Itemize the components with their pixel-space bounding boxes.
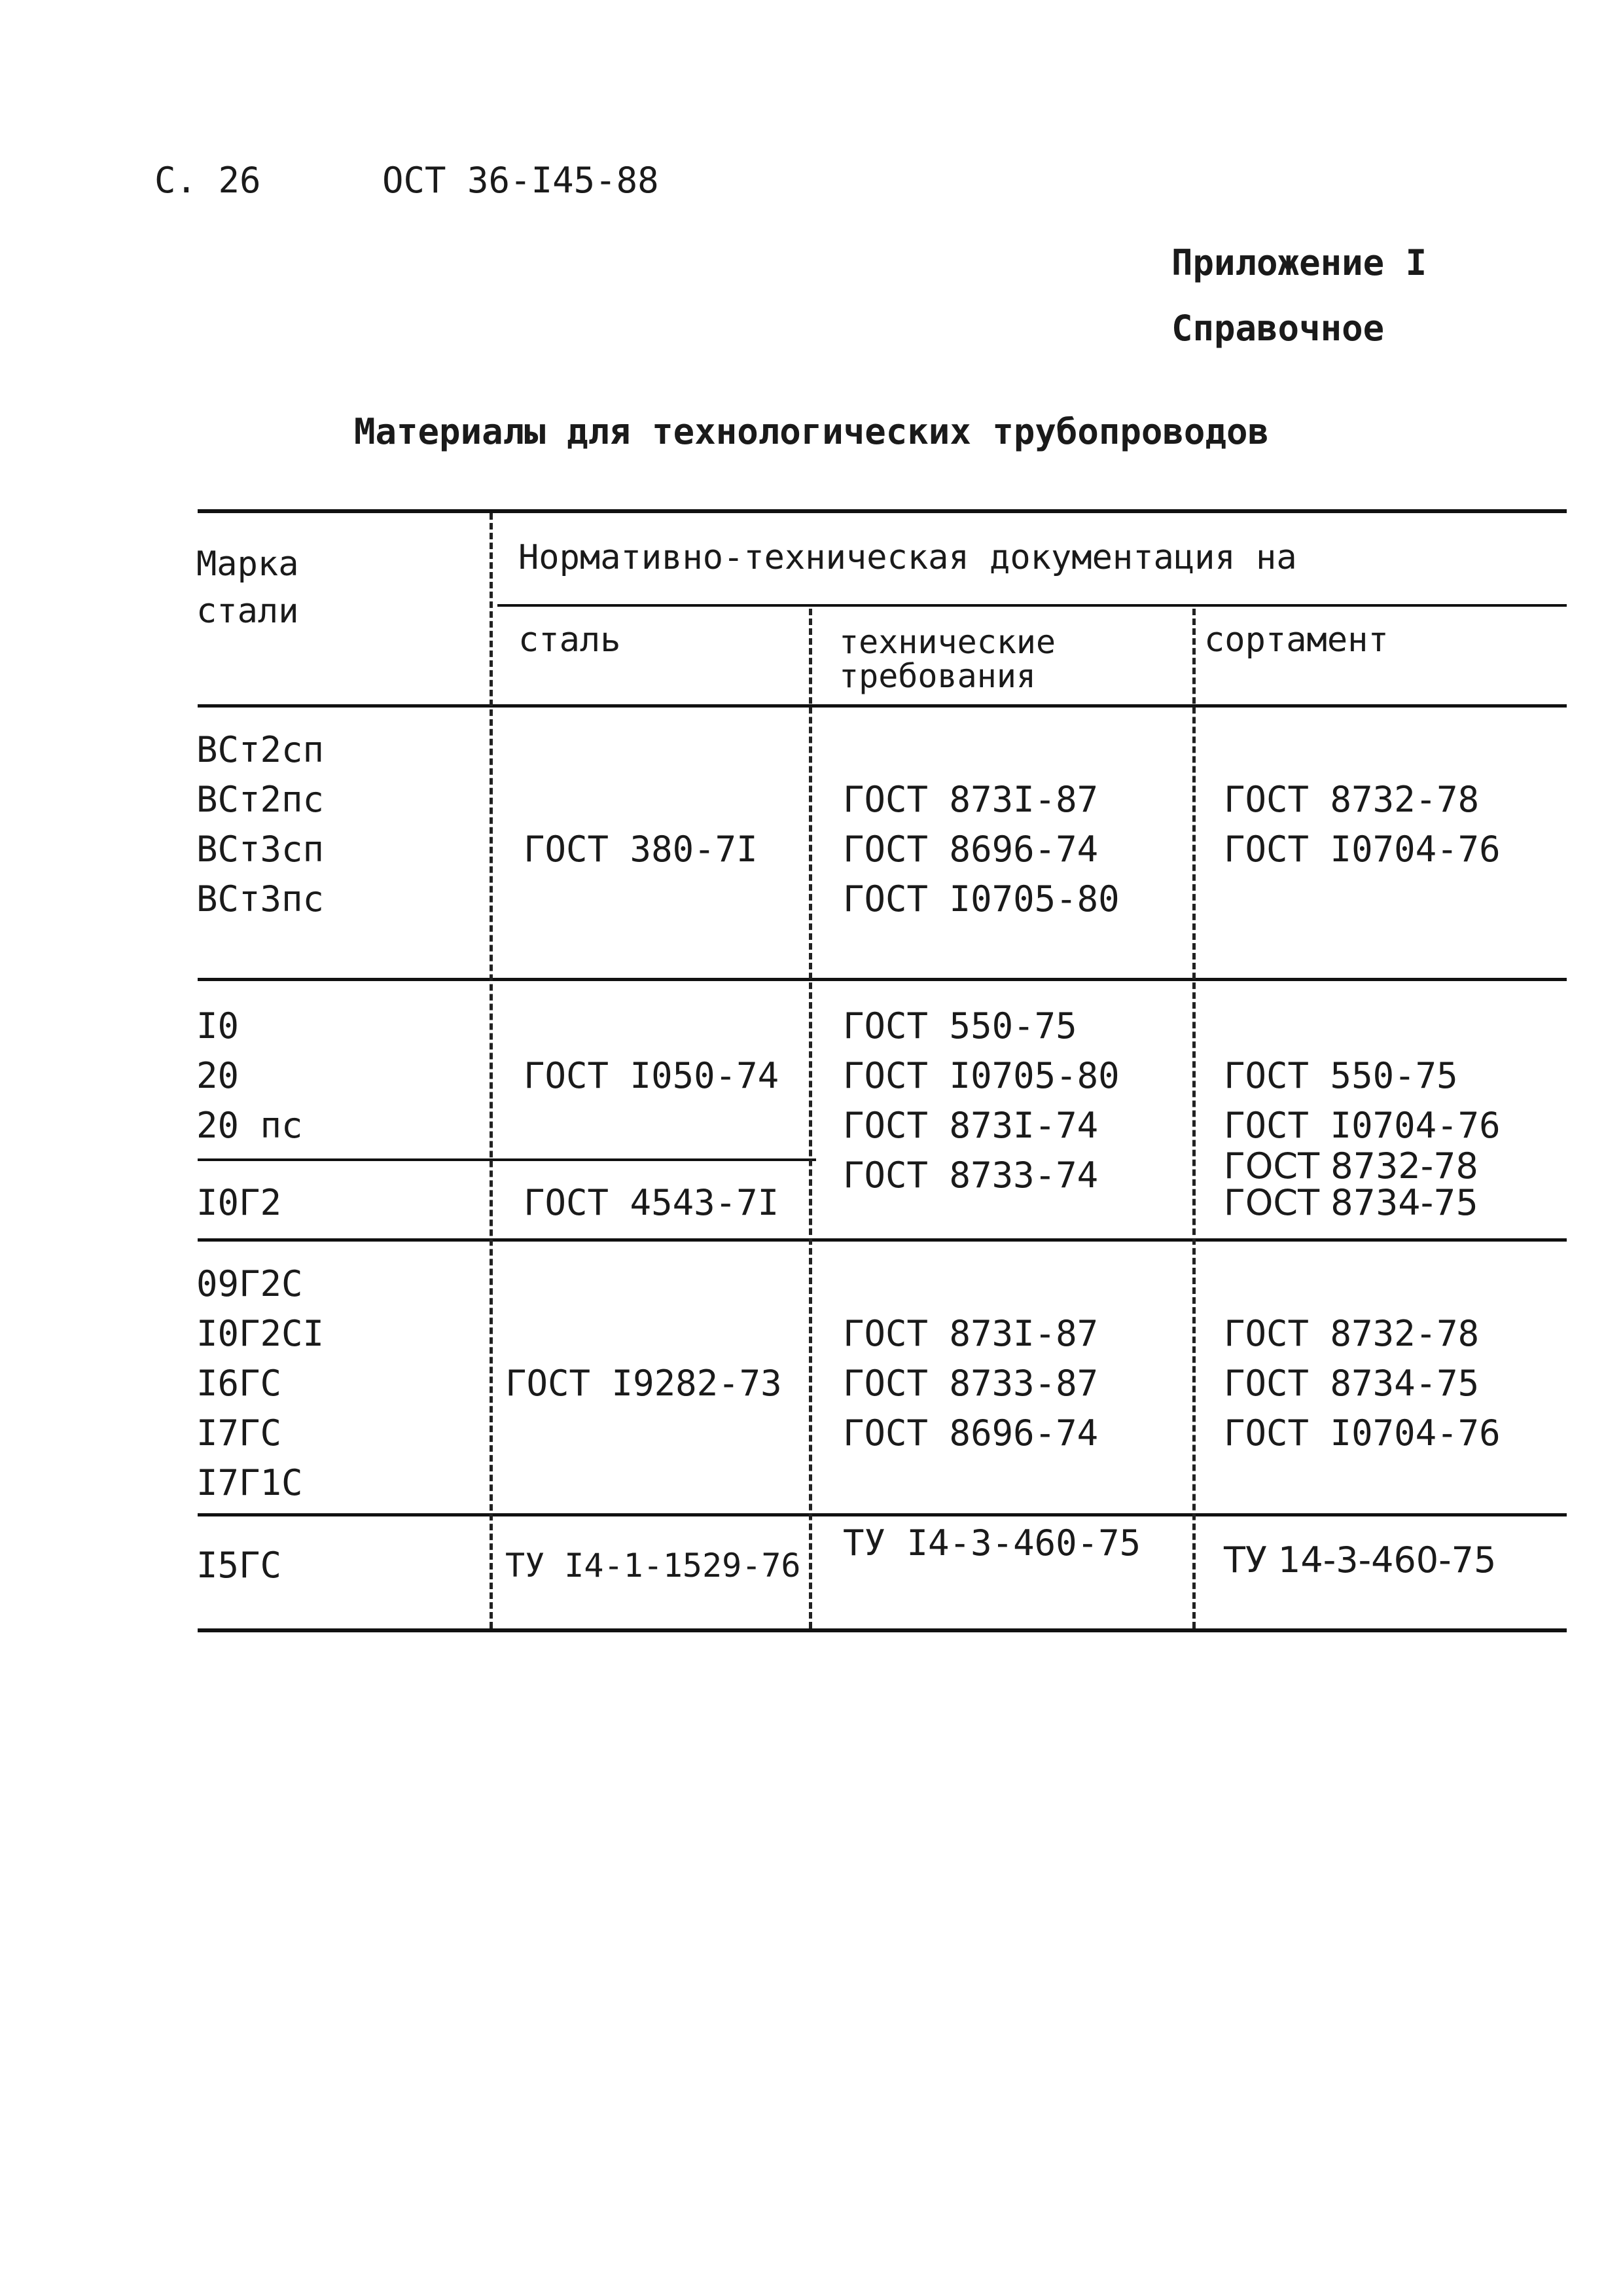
tech-standard: ГОСТ 873І-87 (843, 779, 1099, 820)
tech-standard: ТУ І4-3-460-75 (843, 1522, 1141, 1564)
column-divider-1 (490, 513, 493, 1628)
assort-standard-handwritten: ГОСТ 8734-75 (1224, 1182, 1478, 1223)
grade-cell: ВСт3пс (196, 878, 325, 920)
grade-cell: І0 (196, 1005, 240, 1047)
table-top-rule (198, 509, 1567, 513)
table-caption: Материалы для технологических трубопроводов (354, 411, 1269, 452)
header-assort: сортамент (1204, 620, 1389, 660)
appendix-title: Приложение І (1171, 242, 1427, 283)
header-sub-rule (497, 604, 1567, 607)
grade-cell: 20 (196, 1055, 240, 1096)
steel-standard: ГОСТ 380-7І (524, 829, 758, 870)
grade-cell: 20 пс (196, 1105, 303, 1146)
steel-standard: ГОСТ І9282-73 (505, 1363, 782, 1404)
document-code: ОСТ 36-І45-88 (382, 160, 659, 201)
assort-standard-handwritten: ГОСТ 8732-78 (1224, 1145, 1478, 1187)
tech-standard: ГОСТ І0705-80 (843, 878, 1120, 920)
grade-cell: І7Г1С (196, 1462, 303, 1503)
page-number: С. 26 (154, 160, 261, 201)
steel-standard: ТУ І4-1-1529-76 (505, 1547, 801, 1585)
grade-cell: І0Г2 (196, 1182, 282, 1223)
assort-standard: ГОСТ 8732-78 (1224, 779, 1480, 820)
row-rule-2 (198, 1238, 1567, 1242)
row-rule-3 (198, 1513, 1567, 1516)
header-steel: сталь (518, 620, 621, 660)
tech-standard: ГОСТ І0705-80 (843, 1055, 1120, 1096)
header-group: Нормативно-техническая документация на (518, 538, 1297, 577)
header-bottom-rule (198, 704, 1567, 708)
tech-standard: ГОСТ 8733-87 (843, 1363, 1099, 1404)
assort-standard: ГОСТ І0704-76 (1224, 1105, 1501, 1146)
tech-standard: ГОСТ 873І-74 (843, 1105, 1099, 1146)
tech-standard: ГОСТ 8696-74 (843, 829, 1099, 870)
tech-standard: ГОСТ 8696-74 (843, 1412, 1099, 1454)
assort-standard: ГОСТ 8732-78 (1224, 1313, 1480, 1354)
steel-standard: ГОСТ І050-74 (524, 1055, 779, 1096)
row-rule-1 (198, 978, 1567, 981)
header-tech: технические требования (839, 623, 1056, 695)
steel-standard: ГОСТ 4543-7І (524, 1182, 779, 1223)
grade-cell: І0Г2СІ (196, 1313, 325, 1354)
table-bottom-rule (198, 1628, 1567, 1632)
grade-cell: І6ГС (196, 1363, 282, 1404)
tech-standard: ГОСТ 550-75 (843, 1005, 1077, 1047)
assort-standard: ГОСТ І0704-76 (1224, 829, 1501, 870)
column-divider-2 (809, 609, 812, 1628)
grade-cell: ВСт2пс (196, 779, 325, 820)
column-divider-3 (1192, 609, 1196, 1628)
grade-cell: ВСт2сп (196, 729, 325, 770)
tech-standard: ГОСТ 873І-87 (843, 1313, 1099, 1354)
assort-standard: ГОСТ І0704-76 (1224, 1412, 1501, 1454)
grade-cell: 09Г2С (196, 1263, 303, 1304)
grade-cell: І7ГС (196, 1412, 282, 1454)
row-rule-1b (198, 1158, 816, 1161)
appendix-status: Справочное (1171, 308, 1385, 349)
assort-standard: ГОСТ 8734-75 (1224, 1363, 1480, 1404)
grade-cell: І5ГС (196, 1545, 282, 1586)
header-grade: Марка стали (196, 545, 299, 631)
assort-standard: ТУ 14-3-460-75 (1224, 1539, 1497, 1581)
assort-standard: ГОСТ 550-75 (1224, 1055, 1458, 1096)
tech-standard: ГОСТ 8733-74 (843, 1155, 1099, 1196)
grade-cell: ВСт3сп (196, 829, 325, 870)
